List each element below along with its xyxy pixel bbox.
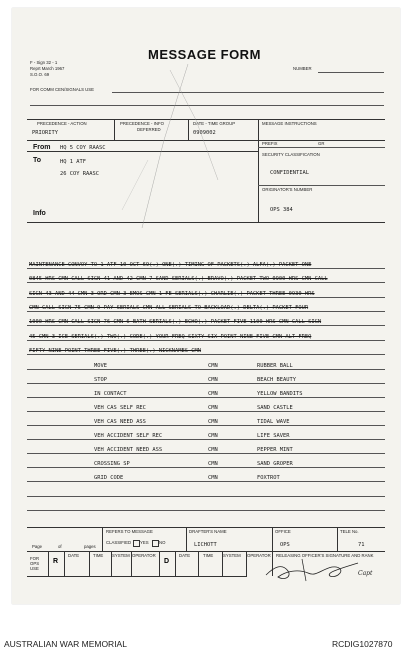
refers-label: REFERS TO MESSAGE <box>106 529 153 534</box>
tele-label: TELE No. <box>340 529 359 534</box>
operator-label-r: OPERATOR <box>132 553 156 558</box>
form-reprint: Reprt March 1967 <box>30 66 65 71</box>
nick-term: VEH ACCIDENT NEED ASS <box>94 447 163 453</box>
nick-value: BEACH BEAUTY <box>257 377 296 383</box>
yes-checkbox[interactable] <box>133 540 140 547</box>
no-checkbox[interactable] <box>152 540 159 547</box>
precedence-action-label: PRECEDENCE - ACTION <box>37 121 87 126</box>
nick-term: CROSSING SP <box>94 461 130 467</box>
system-label-d: SYSTEM <box>223 553 241 558</box>
nick-value: SAND CASTLE <box>257 405 293 411</box>
d-label: D <box>164 558 170 565</box>
security-label: SECURITY CLASSIFICATION <box>262 152 320 157</box>
nick-value: FOXTROT <box>257 475 280 481</box>
precedence-action-value: PRIORITY <box>32 130 58 136</box>
nick-sep: CMN <box>208 475 218 481</box>
nick-sep: CMN <box>208 447 218 453</box>
nick-term: MOVE <box>94 363 107 369</box>
prefix-row-line <box>258 147 385 148</box>
date-label-r: DATE <box>68 553 80 558</box>
nick-value: PEPPER MINT <box>257 447 293 453</box>
ops-row-top <box>27 551 385 552</box>
drafter-value: LICHOTT <box>194 542 217 548</box>
nick-value: SAND GROPER <box>257 461 293 467</box>
for-comm-label: FOR COMM CEN/SIGNALS USE <box>30 87 94 92</box>
classified-label: CLASSIFIED <box>106 540 132 545</box>
nick-sep: CMN <box>208 461 218 467</box>
originator-row-line <box>258 185 385 186</box>
body-line: SIGN 43 AND 44 CMN 3 ORD CMN 3 EMOS CMN 1 FE SERIALS(.) CHARLIE(.) PACKET THREE 0930 HRS <box>29 291 315 297</box>
nick-value: RUBBER BALL <box>257 363 293 369</box>
nick-sep: CMN <box>208 405 218 411</box>
from-label: From <box>33 144 51 151</box>
nick-value: LIFE SAVER <box>257 433 290 439</box>
paper-crease <box>100 60 230 230</box>
body-line: CMN CALL SIGN 75 CMN 9 PAY SERIALS CMN ALL SERIALS TO BACKLOAD(.) DELTA(.) PACKET FOUR <box>29 305 309 311</box>
time-label-r: TIME <box>93 553 104 558</box>
precedence-info-label: PRECEDENCE - INFO <box>120 121 164 126</box>
footer-top-line <box>27 527 385 528</box>
to-line-2: 26 COY RAASC <box>60 171 99 177</box>
grid-col-3 <box>258 119 259 222</box>
form-title: MESSAGE FORM <box>148 47 261 62</box>
nick-term: GRID CODE <box>94 475 124 481</box>
nick-sep: CMN <box>208 419 218 425</box>
caption-source: AUSTRALIAN WAR MEMORIAL <box>4 639 127 649</box>
to-label: To <box>33 157 42 164</box>
for-ops-label: FOR OPS USE <box>30 556 40 571</box>
form-ref: S.O.O. 69 <box>30 72 50 77</box>
originator-label: ORIGINATOR'S NUMBER <box>262 187 313 192</box>
body-line: 45 CMN 3 ICE SERIALS(.) TWO(.) CODE(.) YOUR FREQ SIXTY SIX POINT NINE FIVE CMN ALT FREQ <box>29 334 312 340</box>
nick-term: VEH CAS SELF REC <box>94 405 146 411</box>
nick-sep: CMN <box>208 433 218 439</box>
from-value: HQ 5 COY RAASC <box>60 145 106 151</box>
r-label: R <box>53 558 59 565</box>
nick-value: YELLOW BANDITS <box>257 391 303 397</box>
deferred-label: DEFERRED <box>137 127 161 132</box>
tele-value: 71 <box>358 542 365 548</box>
dtg-value: 0909002 <box>193 130 216 136</box>
nick-sep: CMN <box>208 377 218 383</box>
office-value: OPS <box>280 542 290 548</box>
time-label-d: TIME <box>203 553 214 558</box>
originator-value: OPS 384 <box>270 207 293 213</box>
operator-label-d: OPERATOR <box>247 553 271 558</box>
body-line: MAINTENANCE CONVOY TO 1 ATF 10 OCT 69(.) ONE(.) TIMING OF PACKETS(.) ALFA(.) PACKET ONE <box>29 262 312 268</box>
signature <box>262 557 362 585</box>
ops-row-bottom <box>27 576 247 577</box>
office-label: OFFICE <box>275 529 291 534</box>
number-line <box>318 72 384 73</box>
caption-id: RCDIG1027870 <box>332 639 393 649</box>
rank-value: Capt <box>358 570 373 577</box>
date-label-d: DATE <box>179 553 191 558</box>
to-line-1: HQ 1 ATF <box>60 159 86 165</box>
yes-label: YES <box>140 540 149 545</box>
security-value: CONFIDENTIAL <box>270 170 309 176</box>
body-line: 1000 HRS CMN CALL SIGN 76 CMN 6 BATH SERIALS(.) ECHO(.) PACKET FIVE 1100 HRS CMN CALL SIGN <box>29 319 322 325</box>
page-label: Page <box>32 544 43 549</box>
gr-label: GR <box>318 141 325 146</box>
no-label: NO <box>159 540 166 545</box>
nick-term: VEH CAS NEED ASS <box>94 419 146 425</box>
releasing-label: RELEASING OFFICER'S SIGNATURE AND RANK <box>276 553 374 558</box>
system-label-r: SYSTEM <box>112 553 130 558</box>
nick-term: STOP <box>94 377 107 383</box>
number-label: NUMBER <box>293 66 312 71</box>
drafter-label: DRAFTER'S NAME <box>189 529 227 534</box>
pages-label: pages <box>84 544 96 549</box>
prefix-label: PREFIX <box>262 141 278 146</box>
nick-term: IN CONTACT <box>94 391 127 397</box>
nick-sep: CMN <box>208 363 218 369</box>
body-line: FIFTY NINE POINT THREE FIVE(.) THREE(.) NICKNAMES CMN <box>29 348 202 354</box>
dtg-label: DATE - TIME GROUP <box>193 121 236 126</box>
nick-term: VEH ACCIDENT SELF REC <box>94 433 163 439</box>
body-line: 0845 HRS CMN CALL SIGN 41 AND 42 CMN 7 SAND SERIALS(.) BRAVO(.) PACKET TWO 0900 HRS CMN CALL <box>29 276 328 282</box>
form-code: F - Sign 32 - 1 <box>30 60 58 65</box>
of-label: of <box>58 544 62 549</box>
nick-sep: CMN <box>208 391 218 397</box>
nick-value: TIDAL WAVE <box>257 419 290 425</box>
caption-bar <box>0 636 412 653</box>
info-label: Info <box>33 210 46 217</box>
instructions-label: MESSAGE INSTRUCTIONS <box>262 121 317 126</box>
